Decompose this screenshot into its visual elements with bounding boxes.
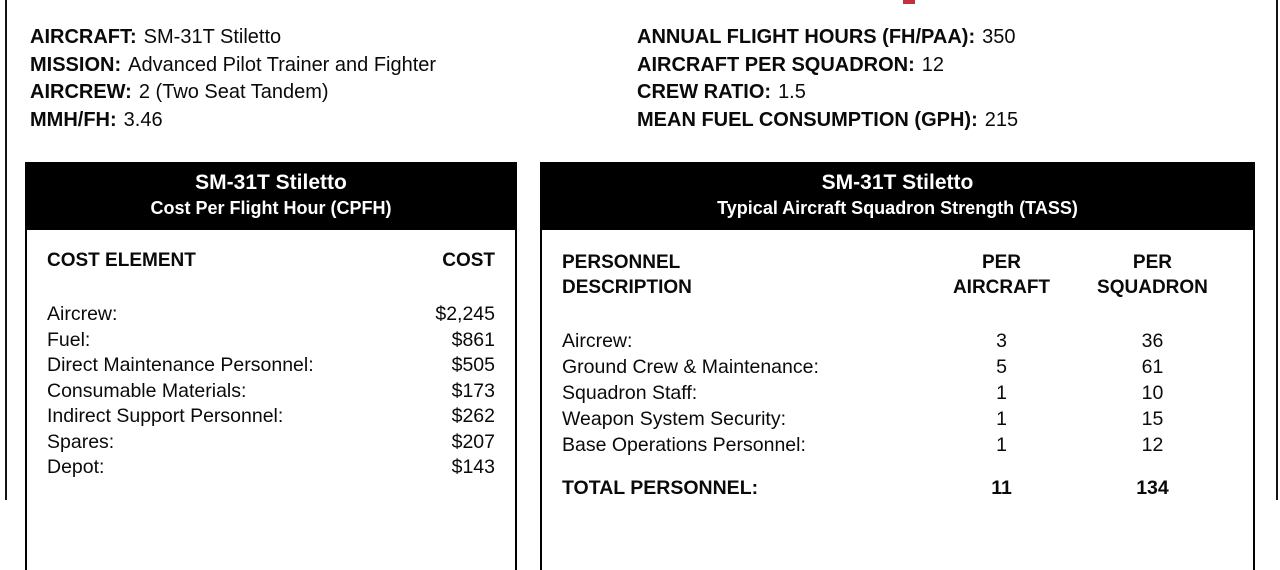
tass-col-per-squadron	[1072, 250, 1233, 300]
per-squadron-value: 10	[1141, 382, 1164, 404]
tass-table-header	[540, 162, 1255, 230]
cost-value: $143	[451, 456, 495, 478]
tass-col-per-squadron-line2: SQUADRON	[1097, 277, 1208, 298]
cpfh-column-headers	[47, 250, 495, 272]
per-squadron-value: 12	[1141, 434, 1164, 456]
table-row	[47, 404, 495, 430]
cost-value: $505	[451, 354, 495, 376]
cpfh-table-subtitle: Cost Per Flight Hour (CPFH)	[150, 198, 392, 218]
per-squadron-value: 61	[1141, 356, 1164, 378]
tass-col-per-aircraft	[931, 250, 1072, 300]
mmhfh-line	[30, 107, 436, 135]
cpfh-table-header	[25, 162, 517, 230]
annual-flight-hours-label: ANNUAL FLIGHT HOURS (FH/PAA):	[637, 26, 976, 48]
cpfh-col-element: COST ELEMENT	[47, 250, 196, 271]
table-row	[562, 354, 1233, 380]
table-row	[562, 406, 1233, 432]
tass-col-per-squadron-line1: PER	[1132, 252, 1172, 273]
tass-col-per-aircraft-line1: PER	[981, 252, 1022, 273]
cost-value: $861	[451, 328, 495, 351]
per-aircraft-value: 5	[996, 356, 1007, 378]
per-squadron-value: 15	[1141, 408, 1164, 430]
total-personnel-row	[562, 475, 1233, 501]
mmhfh-label: MMH/FH:	[30, 108, 117, 131]
mean-fuel-consumption-value: 215	[984, 108, 1019, 131]
tass-col-per-aircraft-line2: AIRCRAFT	[952, 277, 1051, 298]
crew-ratio-value: 1.5	[778, 81, 806, 103]
mission-label: MISSION:	[30, 53, 122, 76]
table-row	[47, 353, 495, 379]
aircraft-value: SM-31T Stiletto	[143, 26, 282, 48]
cost-value: $2,245	[435, 303, 495, 325]
table-row	[562, 328, 1233, 354]
tass-col-description-line2: DESCRIPTION	[562, 277, 692, 298]
per-aircraft-value: 1	[996, 408, 1007, 430]
total-per-aircraft-value: 11	[991, 477, 1012, 499]
personnel-description: Aircrew:	[562, 330, 633, 352]
personnel-description: Weapon System Security:	[562, 408, 786, 430]
tass-table	[540, 162, 1255, 570]
table-row	[47, 379, 495, 405]
tass-table-body	[540, 230, 1255, 570]
personnel-description: Squadron Staff:	[562, 382, 698, 404]
annual-flight-hours-value: 350	[982, 26, 1016, 48]
mission-value: Advanced Pilot Trainer and Fighter	[128, 53, 437, 76]
tass-col-description	[562, 250, 931, 300]
tass-column-headers	[562, 250, 1233, 300]
aircraft-per-squadron-value: 12	[921, 53, 945, 76]
aircraft-per-squadron-line	[637, 52, 1018, 80]
cost-element: Spares:	[47, 430, 115, 453]
total-per-squadron-value: 134	[1136, 477, 1169, 499]
crew-ratio-label: CREW RATIO:	[637, 81, 772, 103]
cpfh-table-title: SM-31T Stiletto	[195, 171, 347, 194]
cost-element: Aircrew:	[47, 303, 118, 325]
page-left-rule	[5, 0, 7, 500]
personnel-description: Ground Crew & Maintenance:	[562, 356, 819, 378]
per-aircraft-value: 1	[996, 382, 1007, 404]
aircrew-value: 2 (Two Seat Tandem)	[138, 81, 329, 103]
cost-element: Direct Maintenance Personnel:	[47, 354, 314, 376]
cost-value: $173	[451, 379, 495, 402]
mmhfh-value: 3.46	[123, 108, 163, 131]
per-aircraft-value: 1	[996, 434, 1007, 456]
aircraft-line	[30, 24, 436, 52]
tass-table-title: SM-31T Stiletto	[821, 171, 974, 194]
cpfh-table-body	[25, 230, 517, 570]
cost-value: $262	[451, 405, 495, 427]
mission-line	[30, 52, 436, 80]
cost-element: Consumable Materials:	[47, 379, 247, 402]
cost-element: Indirect Support Personnel:	[47, 405, 284, 427]
cost-element: Fuel:	[47, 328, 91, 351]
cost-element: Depot:	[47, 456, 105, 478]
aircrew-line	[30, 79, 436, 107]
tass-col-description-line1: PERSONNEL	[562, 252, 681, 273]
page-right-rule	[1276, 0, 1278, 500]
mean-fuel-consumption-label: MEAN FUEL CONSUMPTION (GPH):	[637, 108, 978, 131]
table-row	[47, 430, 495, 456]
table-row	[47, 328, 495, 354]
crew-ratio-line	[637, 79, 1018, 107]
aircraft-label: AIRCRAFT:	[30, 26, 137, 48]
aircraft-summary-block	[30, 24, 436, 134]
aircrew-label: AIRCREW:	[30, 81, 132, 103]
operations-summary-block	[637, 24, 1018, 134]
per-squadron-value: 36	[1141, 330, 1164, 352]
table-row	[562, 380, 1233, 406]
cpfh-col-cost: COST	[442, 250, 495, 271]
mean-fuel-consumption-line	[637, 107, 1018, 135]
table-row	[47, 455, 495, 481]
table-row	[562, 432, 1233, 458]
red-annotation-fragment	[903, 0, 915, 4]
annual-flight-hours-line	[637, 24, 1018, 52]
table-row	[47, 302, 495, 328]
cpfh-table	[25, 162, 517, 570]
cost-value: $207	[451, 430, 495, 453]
tass-table-subtitle: Typical Aircraft Squadron Strength (TASS)	[717, 198, 1078, 218]
personnel-description: Base Operations Personnel:	[562, 434, 806, 456]
aircraft-per-squadron-label: AIRCRAFT PER SQUADRON:	[637, 53, 915, 76]
per-aircraft-value: 3	[996, 330, 1007, 352]
total-personnel-label: TOTAL PERSONNEL:	[562, 477, 759, 499]
